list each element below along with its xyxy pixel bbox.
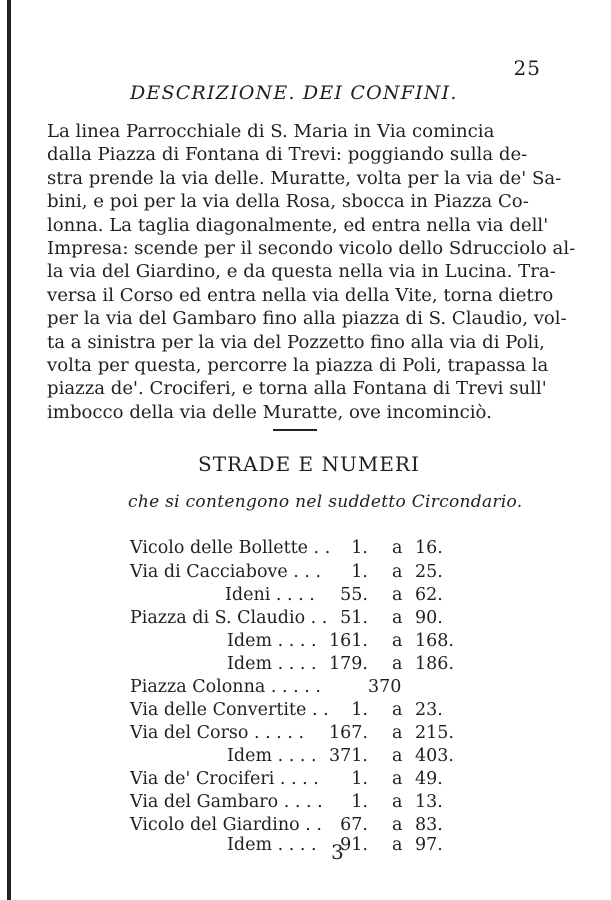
strade-subtitle: che si contengono nel suddetto Circondario. bbox=[128, 492, 523, 512]
page-number: 25 bbox=[513, 56, 541, 80]
street-name: Via del Gambaro . . . . bbox=[130, 792, 323, 812]
street-name: Via del Corso . . . . . bbox=[130, 723, 305, 743]
street-number-separator: a bbox=[392, 835, 403, 855]
street-number-from: 55. bbox=[340, 585, 368, 605]
street-number-to: 13. bbox=[415, 792, 443, 812]
street-number-to: 186. bbox=[415, 654, 454, 674]
street-number-to: 25. bbox=[415, 562, 443, 582]
street-number-from: 179. bbox=[329, 654, 368, 674]
street-name: Idem . . . . bbox=[227, 631, 317, 651]
street-number-from: 1. bbox=[351, 769, 368, 789]
street-number-to: 97. bbox=[415, 835, 443, 855]
boundary-line: la via del Giardino, e da questa nella via in Lucina. Tra- bbox=[47, 261, 556, 283]
street-row bbox=[130, 814, 470, 836]
street-name: Piazza Colonna . . . . . bbox=[130, 677, 321, 697]
street-name: Idem . . . . bbox=[227, 835, 317, 855]
street-row bbox=[130, 607, 470, 629]
boundary-description bbox=[47, 120, 576, 424]
boundary-line: bini, e poi per la via della Rosa, sbocca in Piazza Co- bbox=[47, 191, 529, 213]
boundary-line: imbocco della via delle Muratte, ove incominciò. bbox=[47, 401, 492, 423]
street-number-from: 67. bbox=[340, 815, 368, 835]
boundary-line: versa il Corso ed entra nella via della Vite, torna dietro bbox=[47, 284, 554, 306]
street-row bbox=[130, 584, 470, 606]
street-number-separator: a bbox=[392, 815, 403, 835]
street-row bbox=[130, 630, 470, 652]
street-number-separator: a bbox=[392, 608, 403, 628]
street-name: Via de' Crociferi . . . . bbox=[130, 769, 319, 789]
boundary-line: ta a sinistra per la via del Pozzetto fino alla via di Poli, bbox=[47, 331, 545, 353]
boundary-line: dalla Piazza di Fontana di Trevi: poggiando sulla de- bbox=[47, 144, 528, 166]
street-name: Vicolo del Giardino . . bbox=[130, 815, 322, 835]
signature-mark: 3 bbox=[331, 840, 344, 864]
page-edge-rule bbox=[7, 0, 11, 900]
street-number-separator: a bbox=[392, 700, 403, 720]
street-row bbox=[130, 699, 470, 721]
street-number-separator: a bbox=[392, 631, 403, 651]
street-number-separator: a bbox=[392, 723, 403, 743]
strade-heading: STRADE E NUMERI bbox=[198, 452, 420, 476]
street-number-to: 62. bbox=[415, 585, 443, 605]
boundary-line: volta per questa, percorre la piazza di Poli, trapassa la bbox=[47, 355, 549, 377]
street-row bbox=[130, 537, 470, 559]
street-row bbox=[130, 722, 470, 744]
street-number-single: 370 bbox=[368, 677, 402, 697]
street-name: Idem . . . . bbox=[227, 746, 317, 766]
street-number-to: 16. bbox=[415, 538, 443, 558]
boundary-line: lonna. La taglia diagonalmente, ed entra nella via dell' bbox=[47, 214, 549, 236]
street-row bbox=[130, 745, 470, 767]
street-number-from: 371. bbox=[329, 746, 368, 766]
street-row bbox=[130, 561, 470, 583]
boundary-line: piazza de'. Crociferi, e torna alla Fontana di Trevi sull' bbox=[47, 378, 547, 400]
boundary-line: Impresa: scende per il secondo vicolo dello Sdrucciolo al- bbox=[47, 238, 576, 260]
street-number-to: 215. bbox=[415, 723, 454, 743]
street-row bbox=[130, 834, 470, 856]
street-number-to: 90. bbox=[415, 608, 443, 628]
street-name: Via di Cacciabove . . . bbox=[130, 562, 322, 582]
street-number-separator: a bbox=[392, 792, 403, 812]
street-number-from: 1. bbox=[351, 538, 368, 558]
street-number-from: 51. bbox=[340, 608, 368, 628]
street-name: Idem . . . . bbox=[227, 654, 317, 674]
street-name: Piazza di S. Claudio . . bbox=[130, 608, 328, 628]
street-name: Vicolo delle Bollette . . bbox=[130, 538, 331, 558]
street-row bbox=[130, 653, 470, 675]
street-name: Via delle Convertite . . bbox=[130, 700, 329, 720]
boundary-line: stra prende la via delle. Muratte, volta per la via de' Sa- bbox=[47, 167, 562, 189]
street-row bbox=[130, 791, 470, 813]
street-name: Ideni . . . . bbox=[225, 585, 315, 605]
street-number-separator: a bbox=[392, 746, 403, 766]
street-number-separator: a bbox=[392, 769, 403, 789]
street-number-to: 403. bbox=[415, 746, 454, 766]
street-row bbox=[130, 768, 470, 790]
street-number-to: 23. bbox=[415, 700, 443, 720]
street-number-from: 167. bbox=[329, 723, 368, 743]
street-number-to: 49. bbox=[415, 769, 443, 789]
section-divider bbox=[273, 429, 317, 431]
street-number-from: 1. bbox=[351, 700, 368, 720]
street-number-from: 1. bbox=[351, 792, 368, 812]
street-number-to: 168. bbox=[415, 631, 454, 651]
boundary-line: per la via del Gambaro fino alla piazza di S. Claudio, vol- bbox=[47, 308, 567, 330]
street-number-separator: a bbox=[392, 538, 403, 558]
boundary-line: La linea Parrocchiale di S. Maria in Via comincia bbox=[47, 121, 495, 142]
street-number-from: 161. bbox=[329, 631, 368, 651]
street-number-separator: a bbox=[392, 654, 403, 674]
street-number-from: 1. bbox=[351, 562, 368, 582]
street-number-to: 83. bbox=[415, 815, 443, 835]
street-number-from: 91. bbox=[340, 835, 368, 855]
street-number-separator: a bbox=[392, 585, 403, 605]
street-number-separator: a bbox=[392, 562, 403, 582]
section-title: DESCRIZIONE. DEI CONFINI. bbox=[130, 82, 458, 104]
street-row bbox=[130, 676, 470, 698]
